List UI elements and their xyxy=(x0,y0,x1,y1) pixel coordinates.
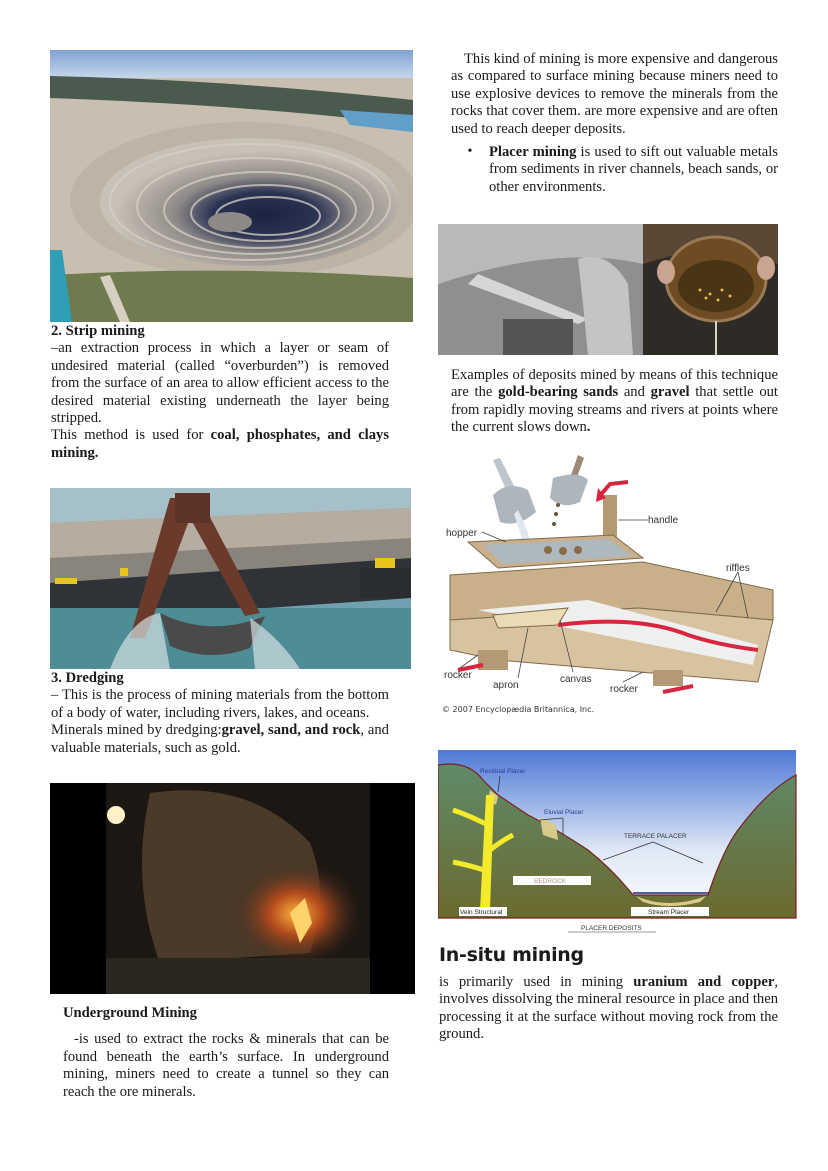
minerals-prefix: Minerals mined by dredging: xyxy=(51,722,222,739)
label-canvas: canvas xyxy=(560,674,592,685)
label-handle: handle xyxy=(648,515,679,526)
in-situ-part-2: , involves dissolving the mineral resource in place and then processing it at the surface without moving rock from the ground. xyxy=(439,974,778,1043)
britannica-credit: © 2007 Encyclopædia Britannica, Inc. xyxy=(442,705,595,714)
placer-deposits-caption: PLACER DEPOSITS xyxy=(581,925,642,932)
label-bedrock: BEDROCK xyxy=(534,878,567,885)
label-rocker-left: rocker xyxy=(444,670,472,681)
label-riffles: riffles xyxy=(726,563,750,574)
examples-part-2: and xyxy=(618,384,651,401)
label-stream-placer: Stream Placer xyxy=(648,909,690,916)
dredging-section xyxy=(51,670,389,757)
bullet-marker: • xyxy=(467,144,473,160)
in-situ-mining-description xyxy=(439,974,778,1044)
in-situ-part-1: is primarily used in mining xyxy=(439,974,634,990)
examples-part-3: that settle out from rapidly moving streams and rivers at points where the current slows down xyxy=(451,384,778,436)
label-eluvial-placer: Eluvial Placer xyxy=(544,809,584,816)
strip-mining-usage xyxy=(51,427,389,462)
in-situ-mining-section xyxy=(439,944,778,1044)
placer-examples-text xyxy=(451,367,778,437)
in-situ-minerals: uranium and copper xyxy=(633,974,775,990)
underground-mining-image xyxy=(50,783,415,994)
rocker-box-diagram xyxy=(438,450,783,720)
dredging-description: – This is the process of mining materials from the bottom of a body of water, including rivers, lakes, and oceans. xyxy=(51,687,389,721)
label-rocker-right: rocker xyxy=(610,684,638,695)
strip-mining-section xyxy=(51,323,389,462)
examples-period: . xyxy=(586,419,591,436)
placer-deposits-diagram xyxy=(438,750,798,935)
in-situ-mining-title: In-situ mining xyxy=(439,944,584,966)
label-vein-structural: Vein Structural xyxy=(460,909,503,916)
minerals-suffix: , and valuable materials, such as gold. xyxy=(51,722,389,756)
underground-continued-section xyxy=(451,51,778,196)
label-hopper: hopper xyxy=(446,528,478,539)
placer-mining-definition: is used to sift out valuable metals from sediments in river channels, beach sands, or other environments. xyxy=(489,144,778,195)
underground-mining-title: Underground Mining xyxy=(63,1005,197,1021)
label-terrace-placer: TERRACE PALACER xyxy=(624,833,687,840)
label-apron: apron xyxy=(493,680,519,691)
examples-gravel: gravel xyxy=(650,384,690,401)
underground-mining-section xyxy=(63,1005,389,1101)
label-residual-placer: Residual Placer xyxy=(480,768,526,775)
examples-gold-sands: gold-bearing sands xyxy=(498,384,619,401)
gold-panning-image xyxy=(438,224,778,355)
usage-materials: coal, phosphates, and clays mining. xyxy=(51,427,389,461)
underground-mining-description: -is used to extract the rocks & minerals that can be found beneath the earth’s surface. In underground mining, miners need to create a tunnel so they can reach the ore minerals. xyxy=(63,1031,389,1100)
strip-mining-description: –an extraction process in which a layer or seam of undesired material (called “overburden”) is removed from the surface of an area to allow efficient access to the desired material existing underneath the layer being stripped. xyxy=(51,340,389,427)
usage-prefix: This method is used for xyxy=(51,427,211,444)
placer-mining-bullet xyxy=(451,144,778,196)
placer-mining-text xyxy=(489,144,778,196)
minerals-bold: gravel, sand, and rock xyxy=(221,722,361,739)
dredging-title: 3. Dredging xyxy=(51,670,124,686)
dredging-image xyxy=(50,488,411,669)
underground-continued-text: This kind of mining is more expensive and dangerous as compared to surface mining because miners need to use explosive devices to remove the minerals from the rocks that cover them. are more expensive and are often used to reach deeper deposits. xyxy=(451,51,778,137)
strip-mining-title: 2. Strip mining xyxy=(51,323,145,339)
placer-examples-section xyxy=(451,367,778,437)
dredging-minerals xyxy=(51,722,389,757)
open-pit-mine-image xyxy=(50,50,413,322)
examples-part-1: Examples of deposits mined by means of this technique are the xyxy=(451,367,778,401)
placer-mining-term: Placer mining xyxy=(489,144,577,161)
